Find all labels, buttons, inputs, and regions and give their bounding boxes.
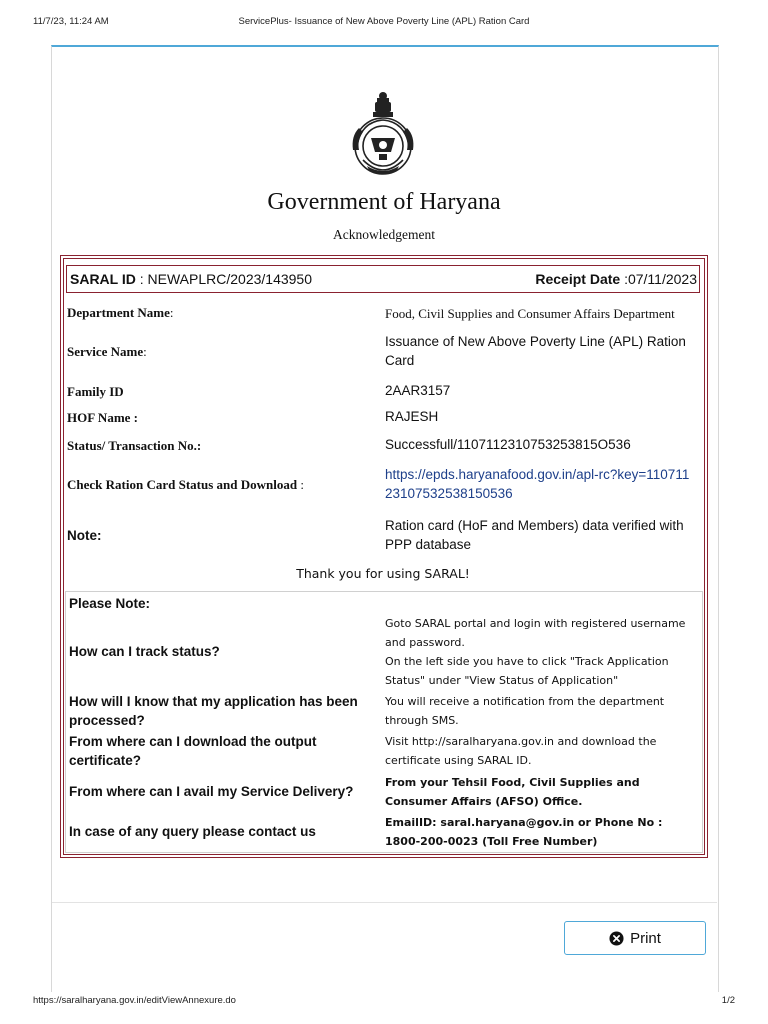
- page-title: Government of Haryana: [267, 189, 501, 215]
- saral-id-row: [66, 265, 700, 293]
- saral-id-label: SARAL ID: [70, 271, 136, 287]
- print-url: https://saralharyana.gov.in/editViewAnnexure.do: [33, 995, 236, 1006]
- family-id-label: Family ID: [67, 384, 124, 399]
- department-value: Food, Civil Supplies and Consumer Affairs Department: [385, 306, 675, 321]
- family-id-value: 2AAR3157: [385, 383, 451, 398]
- please-note-title: Please Note:: [69, 596, 151, 611]
- faq-question: How will I know that my application has been processed?: [69, 694, 358, 728]
- hof-value: RAJESH: [385, 409, 439, 424]
- faq-answer: From your Tehsil Food, Civil Supplies and Consumer Affairs (AFSO) Office.: [385, 776, 640, 808]
- faq-answer: Visit http://saralharyana.gov.in and download the certificate using SARAL ID.: [385, 735, 657, 767]
- faq-answer: Goto SARAL portal and login with registered username and password. On the left side you have to click "Track Application Status" under "View Status of Application": [385, 617, 686, 687]
- note-value: Ration card (HoF and Members) data verified with PPP database: [385, 518, 684, 552]
- print-page-number: 1/2: [721, 995, 735, 1006]
- service-label: Service Name:: [67, 344, 147, 359]
- faq-question: How can I track status?: [69, 644, 220, 659]
- print-button[interactable]: [564, 921, 706, 955]
- print-button-label: Print: [630, 929, 661, 947]
- saral-id: [70, 271, 312, 287]
- close-circle-icon: [609, 931, 624, 946]
- faq-question: From where can I download the output certificate?: [69, 734, 317, 768]
- status-value: Successfull/1107112310753253815O536: [385, 437, 631, 452]
- check-status-label: Check Ration Card Status and Download :: [67, 477, 304, 492]
- service-value: Issuance of New Above Poverty Line (APL) Ration Card: [385, 334, 686, 368]
- check-status-link[interactable]: https://epds.haryanafood.gov.in/apl-rc?key=11071123107532538150536: [385, 467, 690, 501]
- page-subtitle: Acknowledgement: [333, 227, 435, 242]
- note-label: Note:: [67, 528, 102, 543]
- faq-answer: EmailID: saral.haryana@gov.in or Phone No : 1800-200-0023 (Toll Free Number): [385, 816, 663, 848]
- hof-label: HOF Name :: [67, 410, 138, 425]
- faq-question: In case of any query please contact us: [69, 824, 316, 839]
- department-label: Department Name:: [67, 305, 174, 320]
- receipt-date: [535, 271, 697, 287]
- receipt-date-label: Receipt Date: [535, 271, 621, 287]
- status-label: Status/ Transaction No.:: [67, 438, 202, 453]
- print-page-title: ServicePlus- Issuance of New Above Poverty Line (APL) Ration Card: [238, 16, 530, 27]
- faq-answer: You will receive a notification from the department through SMS.: [385, 695, 665, 727]
- receipt-date-value: :07/11/2023: [620, 271, 697, 287]
- footer-divider: [52, 902, 717, 903]
- faq-question: From where can I avail my Service Delivery?: [69, 784, 354, 799]
- print-datetime: 11/7/23, 11:24 AM: [33, 16, 109, 27]
- thanks-message: Thank you for using SARAL!: [296, 566, 470, 581]
- haryana-emblem-icon: [345, 90, 421, 178]
- saral-id-value: : NEWAPLRC/2023/143950: [135, 271, 312, 287]
